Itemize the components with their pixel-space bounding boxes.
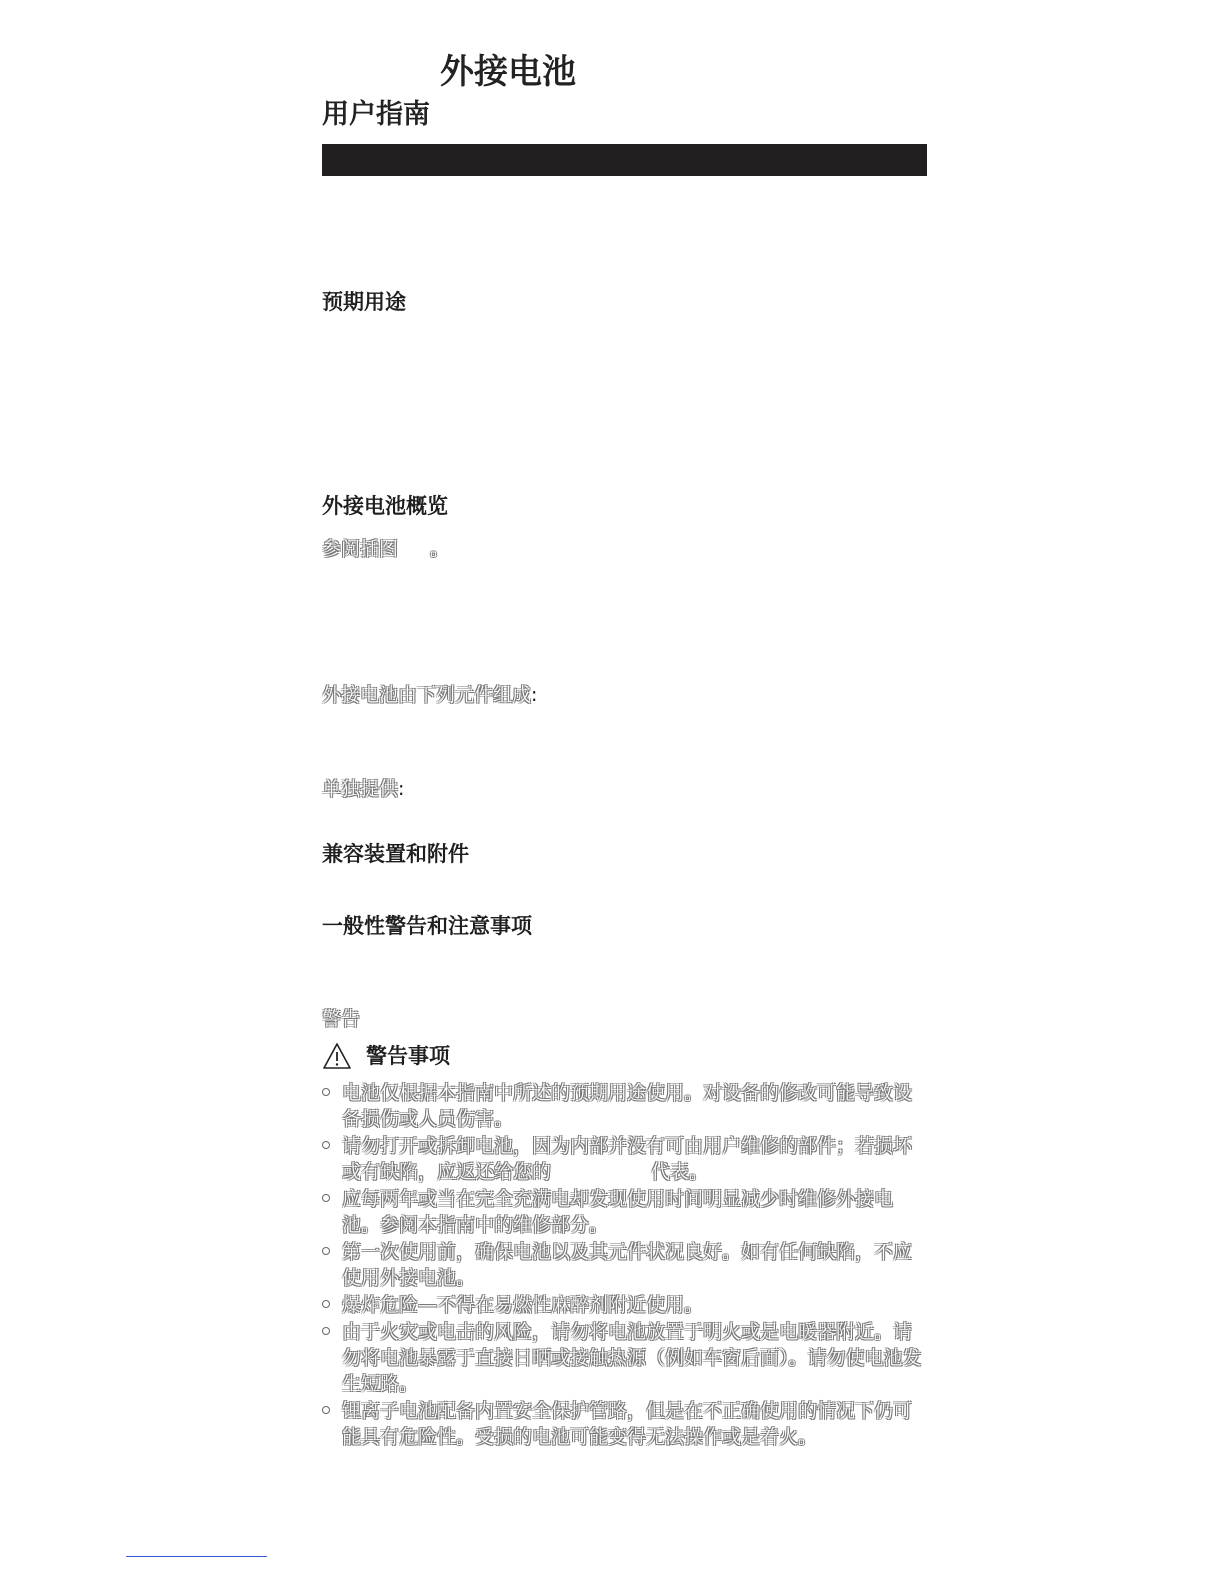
warning-text: 第一次使用前，确保电池以及其元件状况良好。如有任何缺陷，不应使用外接电池。: [342, 1241, 913, 1289]
warning-item: [322, 1080, 927, 1132]
section-heading-general-warnings: 一般性警告和注意事项: [322, 914, 532, 938]
header-bar: [322, 144, 927, 176]
document-title: 外接电池: [440, 52, 576, 92]
bullet-icon: [322, 1247, 330, 1255]
warning-item: [322, 1398, 927, 1450]
bullet-icon: [322, 1194, 330, 1202]
footer-link-underline: [126, 1556, 267, 1557]
warning-text: 电池仅根据本指南中所述的预期用途使用。对设备的修改可能导致设备损伤或人员伤害。: [342, 1082, 913, 1130]
warning-text: 请勿打开或拆卸电池，因为内部并没有可由用户维修的部件；若损坏或有缺陷，应返还给您的: [342, 1135, 913, 1183]
components-intro-colon: :: [531, 684, 538, 706]
warning-label: 警告: [322, 1008, 361, 1030]
components-intro: [322, 682, 537, 708]
warnings-header: [322, 1040, 450, 1072]
warning-item: [322, 1186, 927, 1238]
warning-triangle-icon: [322, 1042, 352, 1070]
warning-text: 锂离子电池配备内置安全保护管路，但是在不正确使用的情况下仍可能具有危险性。受损的电池可能变得无法操作或是着火。: [342, 1400, 913, 1448]
separate-intro-text: 单独提供: [322, 778, 399, 800]
warning-text-end: 代表。: [651, 1161, 709, 1183]
section-heading-overview: 外接电池概览: [322, 494, 448, 518]
warning-text: 应每两年或当在完全充满电却发现使用时间明显减少时维修外接电池。参阅本指南中的维修部分。: [342, 1188, 894, 1236]
bullet-icon: [322, 1300, 330, 1308]
document-subtitle: 用户指南: [322, 99, 430, 130]
section-heading-intended-use: 预期用途: [322, 290, 406, 314]
overview-reference: [322, 536, 449, 562]
section-heading-compatible: 兼容装置和附件: [322, 842, 469, 866]
bullet-icon: [322, 1406, 330, 1414]
components-intro-text: 外接电池由下列元件组成: [322, 684, 532, 706]
separate-intro: [322, 776, 404, 802]
warning-text: 爆炸危险—不得在易燃性麻醉剂附近使用。: [342, 1294, 704, 1316]
warning-item: [322, 1292, 927, 1318]
warning-item: [322, 1133, 927, 1185]
bullet-icon: [322, 1141, 330, 1149]
warnings-heading: 警告事项: [366, 1044, 450, 1068]
warning-item: [322, 1239, 927, 1291]
warnings-list: [322, 1080, 927, 1451]
overview-reference-end: 。: [430, 538, 450, 560]
warning-item: [322, 1319, 927, 1397]
overview-reference-text: 参阅插图: [322, 538, 399, 560]
warning-text: 由于火灾或电击的风险，请勿将电池放置于明火或是电暖器附近。请勿将电池暴露于直接日晒或接触热源（例如车窗后面）。请勿使电池发生短路。: [342, 1321, 922, 1395]
bullet-icon: [322, 1327, 330, 1335]
separate-intro-colon: :: [398, 778, 405, 800]
bullet-icon: [322, 1088, 330, 1096]
